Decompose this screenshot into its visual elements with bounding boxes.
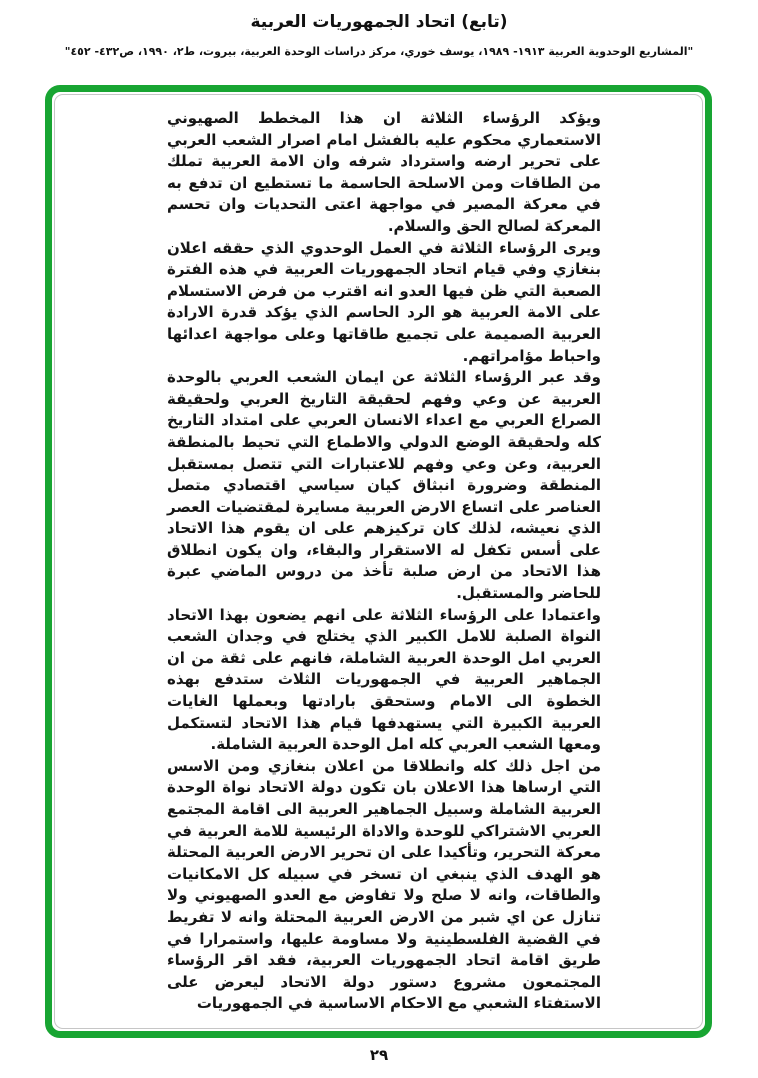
paragraph: ويؤكد الرؤساء الثلاثة ان هذا المخطط الصهيوني الاستعماري محكوم عليه بالفشل امام اصرار الشعب العربي على تحرير ارضه واسترداد شرفه وان الامة العربية تملك من الطاقات ومن الاسلحة الحاسمة ما تستطيع ان تدفع به في معركة المصير في مواجهة اعتى التحديات وان تحسم المعركة لصالح الحق والسلام.	[167, 109, 601, 235]
paragraph: واعتمادا على الرؤساء الثلاثة على انهم يضعون بهذا الاتحاد النواة الصلبة للامل الكبير الذي يختلج في وجدان الشعب العربي امل الوحدة العربية الشاملة، فانهم على ثقة من ان الجماهير العربية في الجمهوريات الثلاث ستدفع بهذه الخطوة الى الامام وستحقق بارادتها وبعملها الغايات العربية الكبيرة التي يستهدفها قيام هذا الاتحاد لتستكمل ومعها الشعب العربي كله امل الوحدة العربية الشاملة.	[167, 605, 601, 754]
paragraph: وقد عبر الرؤساء الثلاثة عن ايمان الشعب العربي بالوحدة العربية عن وعي وفهم لحقيقة التاريخ العربي ولحقيقة الصراع العربي مع اعداء الانسان العربي على امتداد التاريخ كله ولحقيقة الوضع الدولي والاطماع التي تحيط بالمنطقة العربية، وعن وعي وفهم للاعتبارات التي تتصل بمستقبل المنطقة وضرورة انبثاق كيان سياسي اقتصادي متصل العناصر على اتساع الارض العربية مسايرة لمقتضيات العصر الذي نعيشه، لذلك كان تركيزهم على ان يقوم هذا الاتحاد على أسس تكفل له الاستقرار والبقاء، وان يكون انطلاق هذا الاتحاد من ارض صلبة تأخذ من دروس الماضي عبرة للحاضر والمستقبل.	[167, 368, 601, 603]
page-number: ٢٩	[369, 1046, 389, 1064]
paragraph: ويرى الرؤساء الثلاثة في العمل الوحدوي الذي حققه اعلان بنغازي وفي قيام اتحاد الجمهوريات العربية في هذه الفترة الصعبة التي ظن فيها العدو انه اقترب من فرض الاستسلام على الامة العربية هو الرد الحاسم الذي يؤكد قدرة الارادة العربية الصميمة على تجميع طاقاتها وعلى مواجهة اعدائها واحباط مؤامراتهم.	[167, 238, 601, 365]
paragraph: من اجل ذلك كله وانطلاقا من اعلان بنغازي ومن الاسس التي ارساها هذا الاعلان بان تكون دولة الاتحاد نواة الوحدة العربية الشاملة وسبيل الجماهير العربية الى اقامة المجتمع العربي الاشتراكي للوحدة والاداة الرئيسية للامة العربية في معركة التحرير، وتأكيدا على ان تحرير الارض العربية المحتلة هو الهدف الذي ينبغي ان تسخر في سبيله كل الامكانيات والطاقات، وانه لا صلح ولا تفاوض مع العدو الصهيوني ولا تنازل عن اي شبر من الارض العربية المحتلة وانه لا تفريط في القضية الفلسطينية ولا مساومة عليها، واستمرارا في طريق اقامة اتحاد الجمهوريات العربية، فقد اقر الرؤساء المجتمعون مشروع دستور دولة الاتحاد ليعرض على الاستفتاء الشعبي مع الاحكام الاساسية في الجمهوريات	[167, 756, 601, 1013]
document-frame	[45, 85, 712, 1038]
body-text	[167, 108, 601, 1015]
citation: "المشاريع الوحدوية العربية ١٩١٣- ١٩٨٩، يوسف خوري، مركز دراسات الوحدة العربية، بيروت، ط٢، ١٩٩٠، ص٤٣٢- ٤٥٢"	[64, 45, 694, 58]
page-title: (تابع) اتحاد الجمهوريات العربية	[250, 12, 508, 32]
